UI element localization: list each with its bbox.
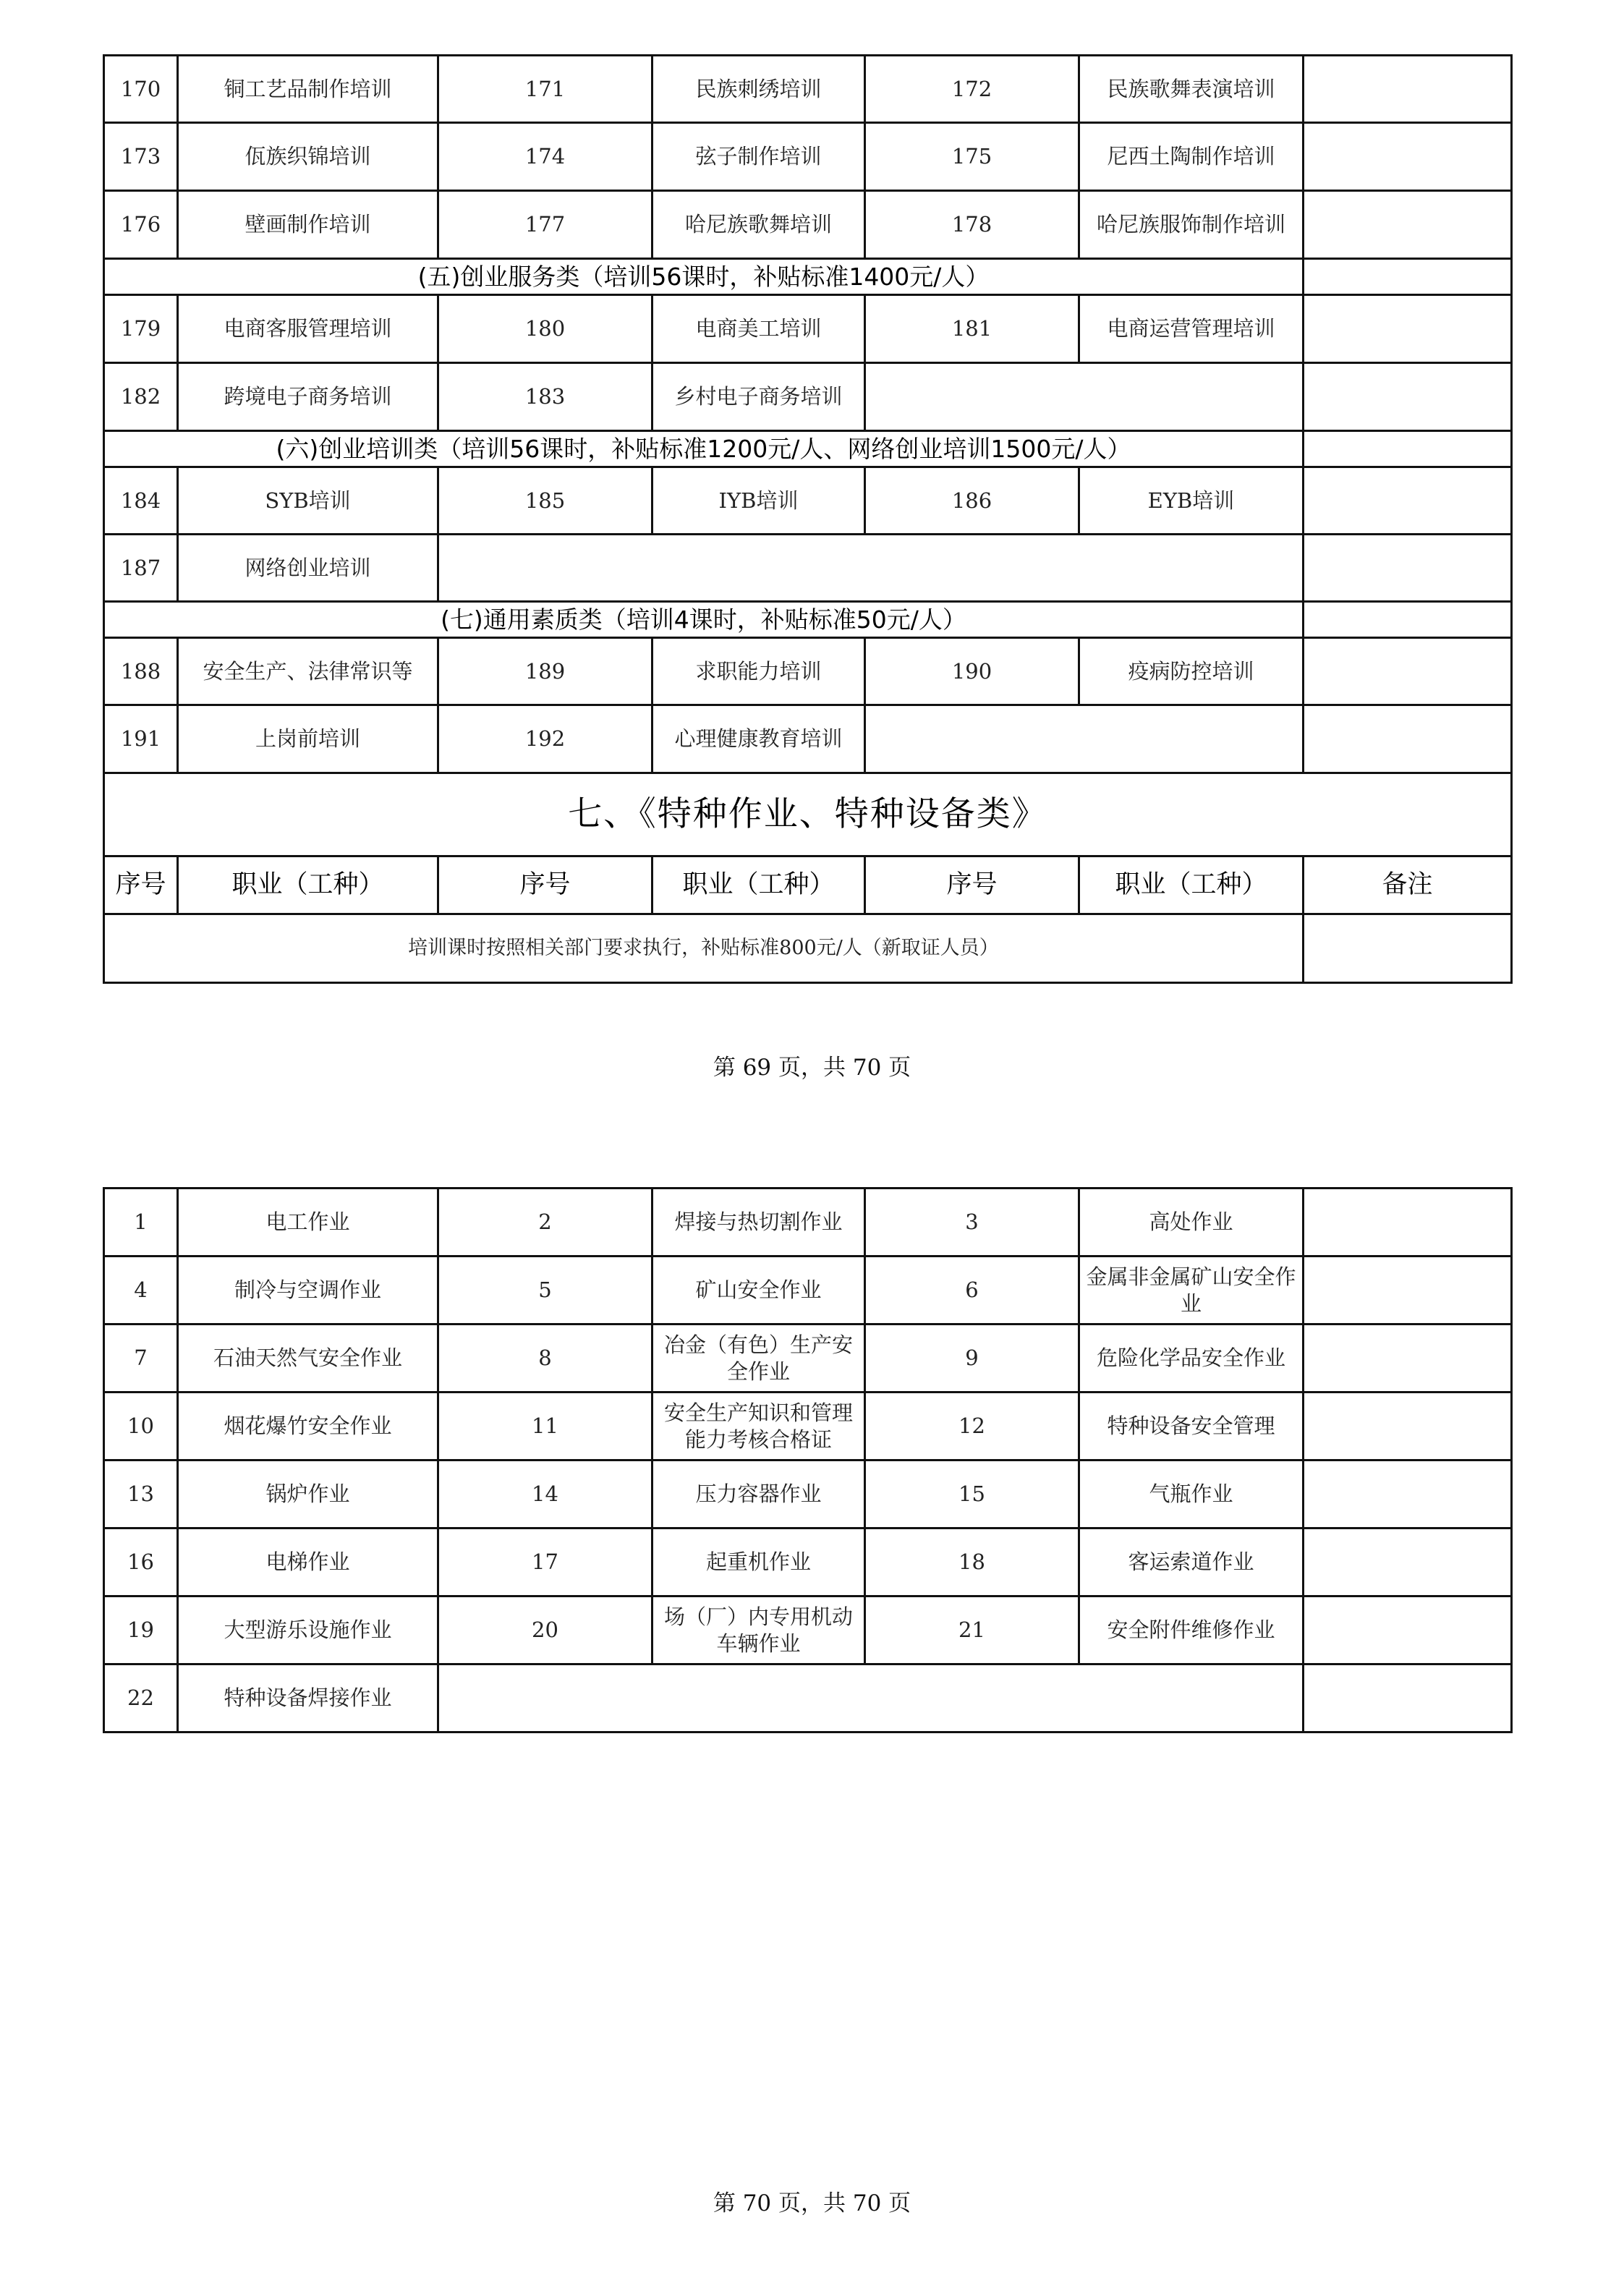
occupation-name: 冶金（有色）生产安全作业 bbox=[652, 1325, 865, 1393]
occupation-name: 特种设备焊接作业 bbox=[178, 1664, 438, 1732]
occupation-name: 求职能力培训 bbox=[652, 638, 865, 705]
occupation-name: 网络创业培训 bbox=[178, 535, 438, 602]
occupation-name: 电商运营管理培训 bbox=[1079, 295, 1304, 363]
row-number: 1 bbox=[104, 1189, 178, 1257]
occupation-name: 矿山安全作业 bbox=[652, 1257, 865, 1325]
table-row bbox=[104, 295, 1512, 363]
remarks-cell bbox=[1304, 638, 1512, 705]
row-number: 176 bbox=[104, 191, 178, 259]
column-header: 序号 bbox=[104, 856, 178, 914]
row-number: 181 bbox=[865, 295, 1079, 363]
occupation-name: 场（厂）内专用机动车辆作业 bbox=[652, 1596, 865, 1664]
row-number: 171 bbox=[438, 56, 652, 123]
column-header: 职业（工种） bbox=[178, 856, 438, 914]
remarks-cell bbox=[1304, 1596, 1512, 1664]
section-heading-row bbox=[104, 602, 1512, 638]
table-row bbox=[104, 1393, 1512, 1460]
occupation-name: IYB培训 bbox=[652, 467, 865, 535]
row-number: 190 bbox=[865, 638, 1079, 705]
row-number: 184 bbox=[104, 467, 178, 535]
occupation-name: 安全生产知识和管理能力考核合格证 bbox=[652, 1393, 865, 1460]
section-heading: (七)通用素质类（培训4课时，补贴标准50元/人） bbox=[104, 602, 1304, 638]
column-header: 职业（工种） bbox=[1079, 856, 1304, 914]
subsidy-note: 培训课时按照相关部门要求执行，补贴标准800元/人（新取证人员） bbox=[104, 914, 1304, 983]
section-heading-row bbox=[104, 431, 1512, 467]
remarks-cell bbox=[1304, 1664, 1512, 1732]
row-number: 170 bbox=[104, 56, 178, 123]
occupation-name: 客运索道作业 bbox=[1079, 1528, 1304, 1596]
occupation-name: 特种设备安全管理 bbox=[1079, 1393, 1304, 1460]
table-row bbox=[104, 56, 1512, 123]
remarks-cell bbox=[1304, 1393, 1512, 1460]
row-number: 19 bbox=[104, 1596, 178, 1664]
occupation-name: 气瓶作业 bbox=[1079, 1460, 1304, 1528]
occupation-name: 弦子制作培训 bbox=[652, 123, 865, 191]
occupation-name: 金属非金属矿山安全作业 bbox=[1079, 1257, 1304, 1325]
row-number: 8 bbox=[438, 1325, 652, 1393]
occupation-name: 石油天然气安全作业 bbox=[178, 1325, 438, 1393]
empty-cell bbox=[438, 535, 1304, 602]
row-number: 5 bbox=[438, 1257, 652, 1325]
row-number: 2 bbox=[438, 1189, 652, 1257]
remarks-cell bbox=[1304, 705, 1512, 773]
occupation-name: 电商美工培训 bbox=[652, 295, 865, 363]
occupation-name: 锅炉作业 bbox=[178, 1460, 438, 1528]
row-number: 3 bbox=[865, 1189, 1079, 1257]
table-row bbox=[104, 467, 1512, 535]
remarks-cell bbox=[1304, 602, 1512, 638]
remarks-cell bbox=[1304, 1460, 1512, 1528]
row-number: 9 bbox=[865, 1325, 1079, 1393]
occupation-name: 尼西土陶制作培训 bbox=[1079, 123, 1304, 191]
row-number: 12 bbox=[865, 1393, 1079, 1460]
occupation-table-page-69 bbox=[103, 54, 1513, 984]
occupation-name: 哈尼族服饰制作培训 bbox=[1079, 191, 1304, 259]
row-number: 16 bbox=[104, 1528, 178, 1596]
row-number: 22 bbox=[104, 1664, 178, 1732]
table-row bbox=[104, 1257, 1512, 1325]
row-number: 182 bbox=[104, 363, 178, 431]
occupation-name: SYB培训 bbox=[178, 467, 438, 535]
occupation-name: 焊接与热切割作业 bbox=[652, 1189, 865, 1257]
remarks-cell bbox=[1304, 56, 1512, 123]
empty-cell bbox=[865, 705, 1304, 773]
remarks-cell bbox=[1304, 191, 1512, 259]
section-heading: (五)创业服务类（培训56课时，补贴标准1400元/人） bbox=[104, 259, 1304, 295]
occupation-name: 电商客服管理培训 bbox=[178, 295, 438, 363]
remarks-cell bbox=[1304, 123, 1512, 191]
row-number: 188 bbox=[104, 638, 178, 705]
row-number: 11 bbox=[438, 1393, 652, 1460]
occupation-name: 疫病防控培训 bbox=[1079, 638, 1304, 705]
occupation-name: EYB培训 bbox=[1079, 467, 1304, 535]
row-number: 4 bbox=[104, 1257, 178, 1325]
occupation-name: 心理健康教育培训 bbox=[652, 705, 865, 773]
occupation-name: 乡村电子商务培训 bbox=[652, 363, 865, 431]
remarks-cell bbox=[1304, 1528, 1512, 1596]
row-number: 186 bbox=[865, 467, 1079, 535]
row-number: 191 bbox=[104, 705, 178, 773]
row-number: 192 bbox=[438, 705, 652, 773]
occupation-name: 民族刺绣培训 bbox=[652, 56, 865, 123]
empty-cell bbox=[865, 363, 1304, 431]
occupation-name: 铜工艺品制作培训 bbox=[178, 56, 438, 123]
remarks-cell bbox=[1304, 259, 1512, 295]
row-number: 178 bbox=[865, 191, 1079, 259]
table-row bbox=[104, 123, 1512, 191]
note-row bbox=[104, 914, 1512, 983]
row-number: 13 bbox=[104, 1460, 178, 1528]
occupation-name: 高处作业 bbox=[1079, 1189, 1304, 1257]
table-row bbox=[104, 705, 1512, 773]
row-number: 172 bbox=[865, 56, 1079, 123]
occupation-name: 佤族织锦培训 bbox=[178, 123, 438, 191]
row-number: 6 bbox=[865, 1257, 1079, 1325]
occupation-name: 上岗前培训 bbox=[178, 705, 438, 773]
occupation-table-page-70 bbox=[103, 1187, 1513, 1733]
occupation-name: 安全生产、法律常识等 bbox=[178, 638, 438, 705]
table-row bbox=[104, 535, 1512, 602]
occupation-name: 电工作业 bbox=[178, 1189, 438, 1257]
row-number: 180 bbox=[438, 295, 652, 363]
table-row bbox=[104, 191, 1512, 259]
column-header: 备注 bbox=[1304, 856, 1512, 914]
table-row bbox=[104, 1325, 1512, 1393]
table-row bbox=[104, 638, 1512, 705]
occupation-name: 民族歌舞表演培训 bbox=[1079, 56, 1304, 123]
occupation-name: 哈尼族歌舞培训 bbox=[652, 191, 865, 259]
table-row bbox=[104, 1664, 1512, 1732]
table-row bbox=[104, 1596, 1512, 1664]
row-number: 17 bbox=[438, 1528, 652, 1596]
section-heading-row bbox=[104, 259, 1512, 295]
column-header: 序号 bbox=[438, 856, 652, 914]
occupation-name: 起重机作业 bbox=[652, 1528, 865, 1596]
category-heading: 七、《特种作业、特种设备类》 bbox=[104, 773, 1512, 856]
remarks-cell bbox=[1304, 363, 1512, 431]
row-number: 183 bbox=[438, 363, 652, 431]
row-number: 177 bbox=[438, 191, 652, 259]
row-number: 189 bbox=[438, 638, 652, 705]
page-number: 第 69 页，共 70 页 bbox=[713, 1055, 911, 1081]
table-row bbox=[104, 1189, 1512, 1257]
row-number: 174 bbox=[438, 123, 652, 191]
remarks-cell bbox=[1304, 1325, 1512, 1393]
occupation-name: 跨境电子商务培训 bbox=[178, 363, 438, 431]
table-row bbox=[104, 1528, 1512, 1596]
occupation-name: 电梯作业 bbox=[178, 1528, 438, 1596]
remarks-cell bbox=[1304, 1257, 1512, 1325]
remarks-cell bbox=[1304, 467, 1512, 535]
row-number: 173 bbox=[104, 123, 178, 191]
empty-cell bbox=[438, 1664, 1304, 1732]
category-heading-row bbox=[104, 773, 1512, 856]
remarks-cell bbox=[1304, 1189, 1512, 1257]
table-row bbox=[104, 363, 1512, 431]
remarks-cell bbox=[1304, 535, 1512, 602]
occupation-name: 大型游乐设施作业 bbox=[178, 1596, 438, 1664]
occupation-name: 制冷与空调作业 bbox=[178, 1257, 438, 1325]
occupation-name: 烟花爆竹安全作业 bbox=[178, 1393, 438, 1460]
row-number: 18 bbox=[865, 1528, 1079, 1596]
row-number: 7 bbox=[104, 1325, 178, 1393]
occupation-name: 压力容器作业 bbox=[652, 1460, 865, 1528]
column-header: 职业（工种） bbox=[652, 856, 865, 914]
row-number: 21 bbox=[865, 1596, 1079, 1664]
row-number: 187 bbox=[104, 535, 178, 602]
row-number: 14 bbox=[438, 1460, 652, 1528]
occupation-name: 危险化学品安全作业 bbox=[1079, 1325, 1304, 1393]
remarks-cell bbox=[1304, 914, 1512, 983]
table-row bbox=[104, 1460, 1512, 1528]
section-heading: (六)创业培训类（培训56课时，补贴标准1200元/人、网络创业培训1500元/人） bbox=[104, 431, 1304, 467]
row-number: 175 bbox=[865, 123, 1079, 191]
remarks-cell bbox=[1304, 431, 1512, 467]
row-number: 10 bbox=[104, 1393, 178, 1460]
remarks-cell bbox=[1304, 295, 1512, 363]
occupation-name: 壁画制作培训 bbox=[178, 191, 438, 259]
row-number: 185 bbox=[438, 467, 652, 535]
row-number: 20 bbox=[438, 1596, 652, 1664]
occupation-name: 安全附件维修作业 bbox=[1079, 1596, 1304, 1664]
row-number: 15 bbox=[865, 1460, 1079, 1528]
column-header: 序号 bbox=[865, 856, 1079, 914]
row-number: 179 bbox=[104, 295, 178, 363]
column-header-row bbox=[104, 856, 1512, 914]
page-number: 第 70 页，共 70 页 bbox=[713, 2190, 911, 2216]
